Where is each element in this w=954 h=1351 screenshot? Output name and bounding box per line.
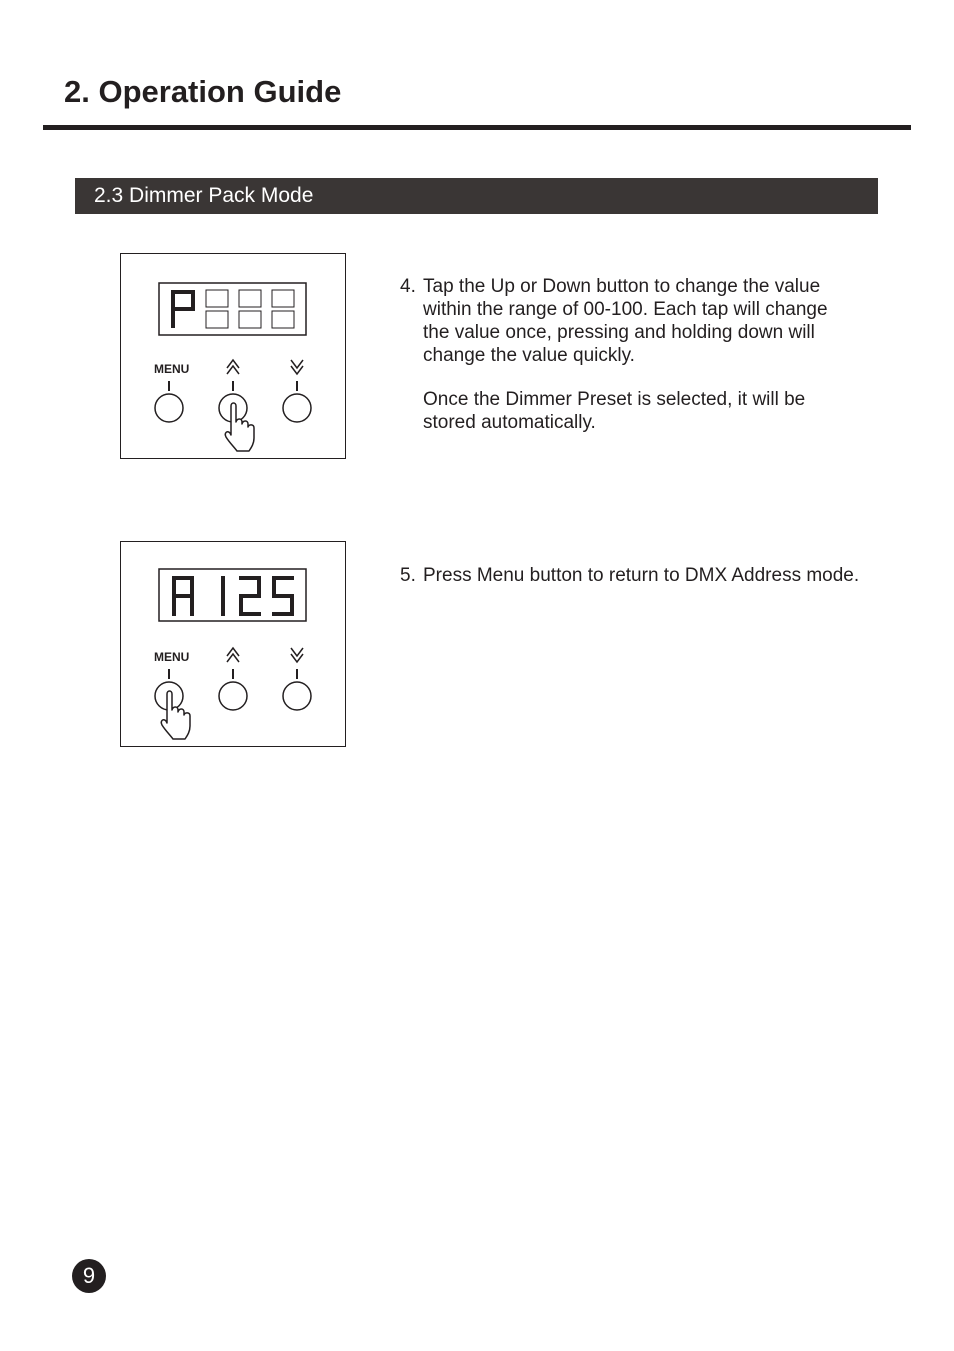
section-header (75, 178, 878, 214)
control-panel-illustration-1 (120, 253, 346, 459)
led-display-digits (172, 576, 294, 616)
control-panel-drawing (121, 542, 347, 748)
step-line: within the range of 00-100. Each tap will change (423, 299, 828, 320)
step-text (400, 275, 828, 434)
step-line: the value once, pressing and holding down will (423, 322, 815, 343)
step-number: 4. (400, 276, 416, 297)
menu-button[interactable] (155, 394, 183, 422)
step-number: 5. (400, 565, 416, 586)
led-char-p (171, 290, 195, 328)
up-arrow-icon (227, 360, 239, 374)
title-rule (43, 125, 911, 130)
led-digit-8-dim (272, 290, 294, 328)
step-line: change the value quickly. (423, 345, 635, 366)
menu-button-label: MENU (154, 362, 190, 376)
control-panel-drawing (121, 254, 347, 460)
menu-button-label: MENU (154, 650, 190, 664)
step-5 (400, 564, 859, 587)
page-title: 2. Operation Guide (64, 74, 342, 109)
led-char-5 (272, 576, 294, 616)
down-arrow-icon (291, 648, 303, 662)
step-line: Press Menu button to return to DMX Address mode. (423, 565, 860, 586)
down-button[interactable] (283, 394, 311, 422)
step-note-line: Once the Dimmer Preset is selected, it will be (423, 389, 806, 410)
down-button[interactable] (283, 682, 311, 710)
led-display-digits (171, 290, 294, 328)
step-text (400, 564, 859, 587)
led-digit-8-dim (239, 290, 261, 328)
down-arrow-icon (291, 360, 303, 374)
step-4 (400, 275, 828, 434)
led-char-a (172, 576, 194, 616)
up-arrow-icon (227, 648, 239, 662)
page-number-badge: 9 (72, 1259, 106, 1293)
control-panel-illustration-2 (120, 541, 346, 747)
led-digit-8-dim (206, 290, 228, 328)
led-char-1 (221, 576, 225, 616)
up-button[interactable] (219, 682, 247, 710)
section-title: 2.3 Dimmer Pack Mode (94, 184, 314, 207)
step-note-line: stored automatically. (423, 412, 596, 433)
led-char-2 (239, 576, 261, 616)
step-line: Tap the Up or Down button to change the value (423, 276, 821, 297)
